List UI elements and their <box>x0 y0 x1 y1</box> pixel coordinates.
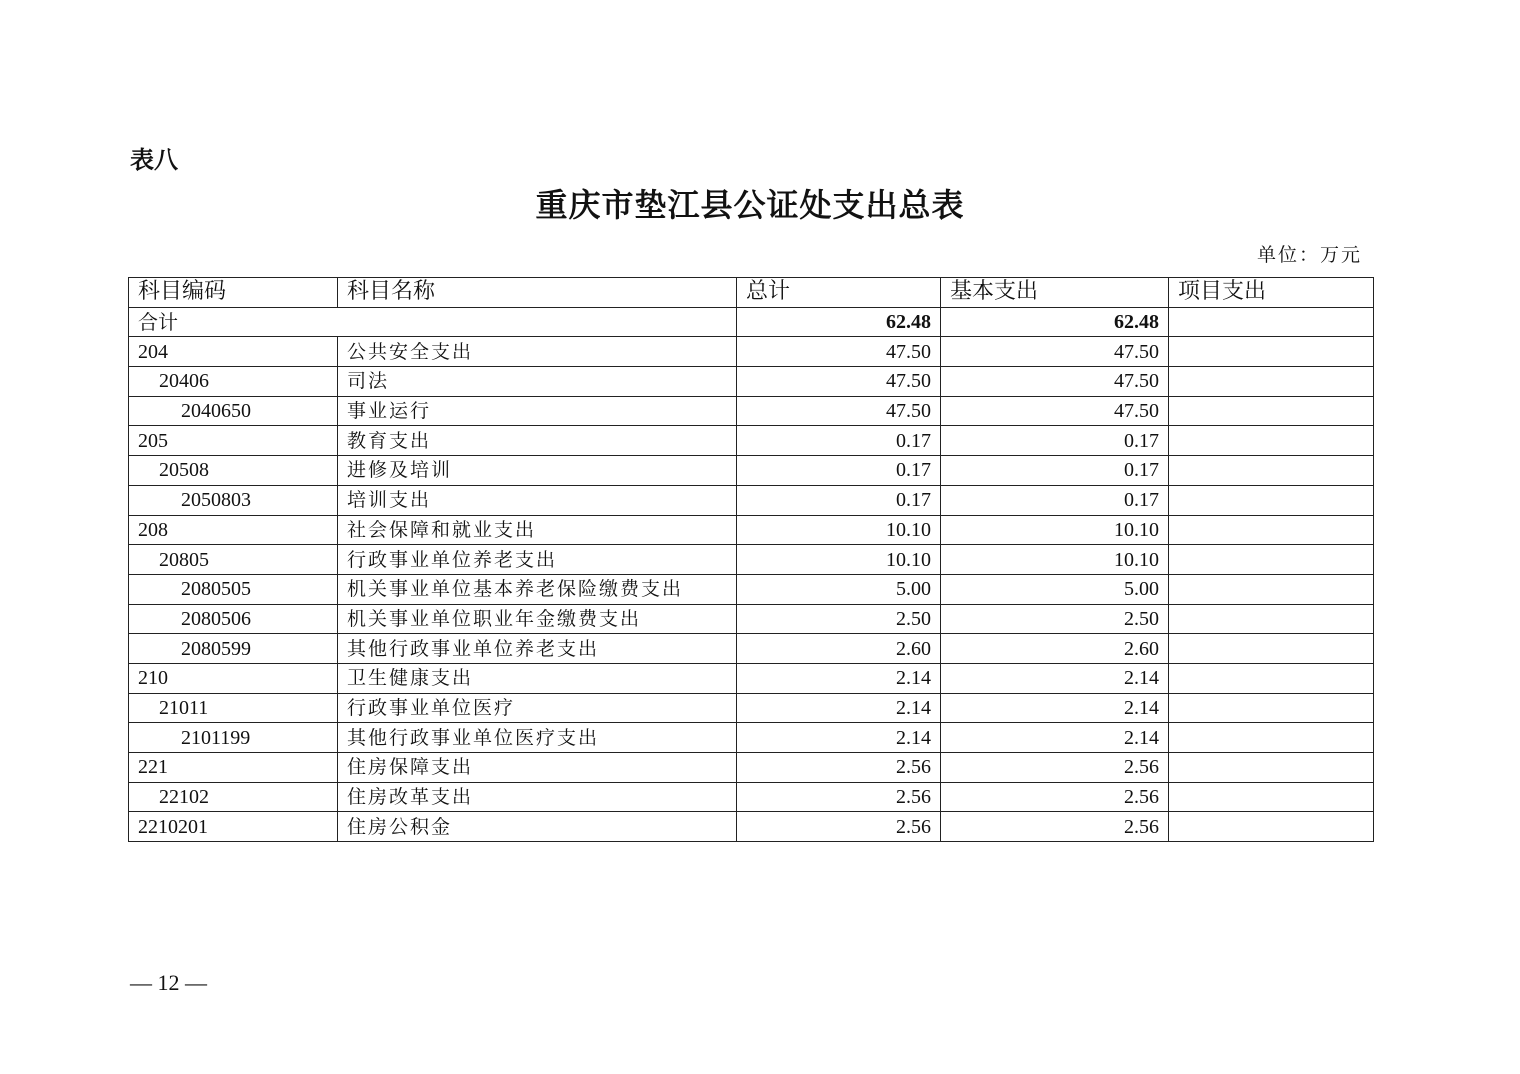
cell-basic: 2.56 <box>941 753 1169 783</box>
cell-code: 20406 <box>129 367 338 397</box>
cell-project <box>1169 515 1374 545</box>
cell-total: 2.14 <box>737 693 941 723</box>
cell-total: 2.60 <box>737 634 941 664</box>
cell-project <box>1169 367 1374 397</box>
table-row <box>129 456 1374 486</box>
cell-basic: 2.56 <box>941 782 1169 812</box>
cell-name: 住房改革支出 <box>338 782 737 812</box>
cell-name: 公共安全支出 <box>338 337 737 367</box>
cell-name: 进修及培训 <box>338 456 737 486</box>
total-project <box>1169 307 1374 337</box>
cell-name: 教育支出 <box>338 426 737 456</box>
cell-project <box>1169 456 1374 486</box>
expenditure-table <box>128 277 1374 842</box>
cell-name: 社会保障和就业支出 <box>338 515 737 545</box>
cell-total: 0.17 <box>737 456 941 486</box>
cell-basic: 47.50 <box>941 337 1169 367</box>
cell-name: 事业运行 <box>338 396 737 426</box>
cell-code: 204 <box>129 337 338 367</box>
cell-total: 2.56 <box>737 812 941 842</box>
cell-project <box>1169 574 1374 604</box>
cell-name: 培训支出 <box>338 485 737 515</box>
cell-code: 208 <box>129 515 338 545</box>
header-total: 总计 <box>737 278 941 308</box>
cell-code: 205 <box>129 426 338 456</box>
cell-basic: 2.14 <box>941 663 1169 693</box>
cell-total: 0.17 <box>737 426 941 456</box>
cell-basic: 0.17 <box>941 456 1169 486</box>
cell-total: 10.10 <box>737 545 941 575</box>
table-row <box>129 367 1374 397</box>
cell-code: 2080505 <box>129 574 338 604</box>
table-row <box>129 782 1374 812</box>
table-row <box>129 634 1374 664</box>
cell-code: 2080599 <box>129 634 338 664</box>
table-label: 表八 <box>130 146 178 174</box>
cell-project <box>1169 693 1374 723</box>
cell-basic: 2.56 <box>941 812 1169 842</box>
cell-name: 行政事业单位养老支出 <box>338 545 737 575</box>
cell-basic: 2.14 <box>941 693 1169 723</box>
cell-code: 21011 <box>129 693 338 723</box>
header-code: 科目编码 <box>129 278 338 308</box>
table-row <box>129 663 1374 693</box>
table-row <box>129 723 1374 753</box>
cell-basic: 10.10 <box>941 545 1169 575</box>
cell-code: 2080506 <box>129 604 338 634</box>
page-title: 重庆市垫江县公证处支出总表 <box>535 186 965 224</box>
cell-code: 221 <box>129 753 338 783</box>
cell-project <box>1169 753 1374 783</box>
cell-project <box>1169 634 1374 664</box>
cell-name: 机关事业单位职业年金缴费支出 <box>338 604 737 634</box>
cell-project <box>1169 485 1374 515</box>
cell-project <box>1169 396 1374 426</box>
cell-name: 其他行政事业单位医疗支出 <box>338 723 737 753</box>
cell-code: 2210201 <box>129 812 338 842</box>
table-row <box>129 545 1374 575</box>
cell-name: 住房公积金 <box>338 812 737 842</box>
cell-total: 5.00 <box>737 574 941 604</box>
cell-total: 47.50 <box>737 337 941 367</box>
cell-project <box>1169 723 1374 753</box>
cell-name: 卫生健康支出 <box>338 663 737 693</box>
table-row <box>129 426 1374 456</box>
table-row <box>129 337 1374 367</box>
table-row <box>129 396 1374 426</box>
total-basic: 62.48 <box>941 307 1169 337</box>
header-name: 科目名称 <box>338 278 737 308</box>
cell-code: 22102 <box>129 782 338 812</box>
table-row <box>129 515 1374 545</box>
cell-project <box>1169 663 1374 693</box>
total-total: 62.48 <box>737 307 941 337</box>
cell-total: 2.14 <box>737 723 941 753</box>
cell-basic: 2.50 <box>941 604 1169 634</box>
cell-total: 47.50 <box>737 367 941 397</box>
total-row <box>129 307 1374 337</box>
total-label: 合计 <box>129 307 737 337</box>
cell-total: 2.50 <box>737 604 941 634</box>
cell-total: 2.56 <box>737 782 941 812</box>
cell-name: 司法 <box>338 367 737 397</box>
cell-basic: 47.50 <box>941 367 1169 397</box>
table-body <box>129 307 1374 841</box>
cell-name: 行政事业单位医疗 <box>338 693 737 723</box>
cell-code: 20805 <box>129 545 338 575</box>
table-row <box>129 812 1374 842</box>
cell-total: 47.50 <box>737 396 941 426</box>
cell-total: 10.10 <box>737 515 941 545</box>
table-row <box>129 693 1374 723</box>
cell-basic: 2.14 <box>941 723 1169 753</box>
cell-name: 住房保障支出 <box>338 753 737 783</box>
cell-total: 2.14 <box>737 663 941 693</box>
cell-name: 机关事业单位基本养老保险缴费支出 <box>338 574 737 604</box>
cell-total: 0.17 <box>737 485 941 515</box>
cell-name: 其他行政事业单位养老支出 <box>338 634 737 664</box>
cell-project <box>1169 782 1374 812</box>
header-row <box>129 278 1374 308</box>
cell-project <box>1169 604 1374 634</box>
cell-code: 2040650 <box>129 396 338 426</box>
header-basic: 基本支出 <box>941 278 1169 308</box>
header-project: 项目支出 <box>1169 278 1374 308</box>
cell-code: 2101199 <box>129 723 338 753</box>
table-row <box>129 604 1374 634</box>
cell-total: 2.56 <box>737 753 941 783</box>
cell-basic: 5.00 <box>941 574 1169 604</box>
table-row <box>129 574 1374 604</box>
cell-basic: 0.17 <box>941 485 1169 515</box>
cell-project <box>1169 337 1374 367</box>
page-number: — 12 — <box>130 970 207 995</box>
cell-project <box>1169 545 1374 575</box>
cell-code: 2050803 <box>129 485 338 515</box>
cell-project <box>1169 812 1374 842</box>
cell-basic: 10.10 <box>941 515 1169 545</box>
cell-code: 20508 <box>129 456 338 486</box>
cell-basic: 2.60 <box>941 634 1169 664</box>
cell-basic: 47.50 <box>941 396 1169 426</box>
cell-code: 210 <box>129 663 338 693</box>
table-row <box>129 753 1374 783</box>
unit-label: 单位：万元 <box>1256 244 1362 266</box>
table-row <box>129 485 1374 515</box>
cell-project <box>1169 426 1374 456</box>
cell-basic: 0.17 <box>941 426 1169 456</box>
